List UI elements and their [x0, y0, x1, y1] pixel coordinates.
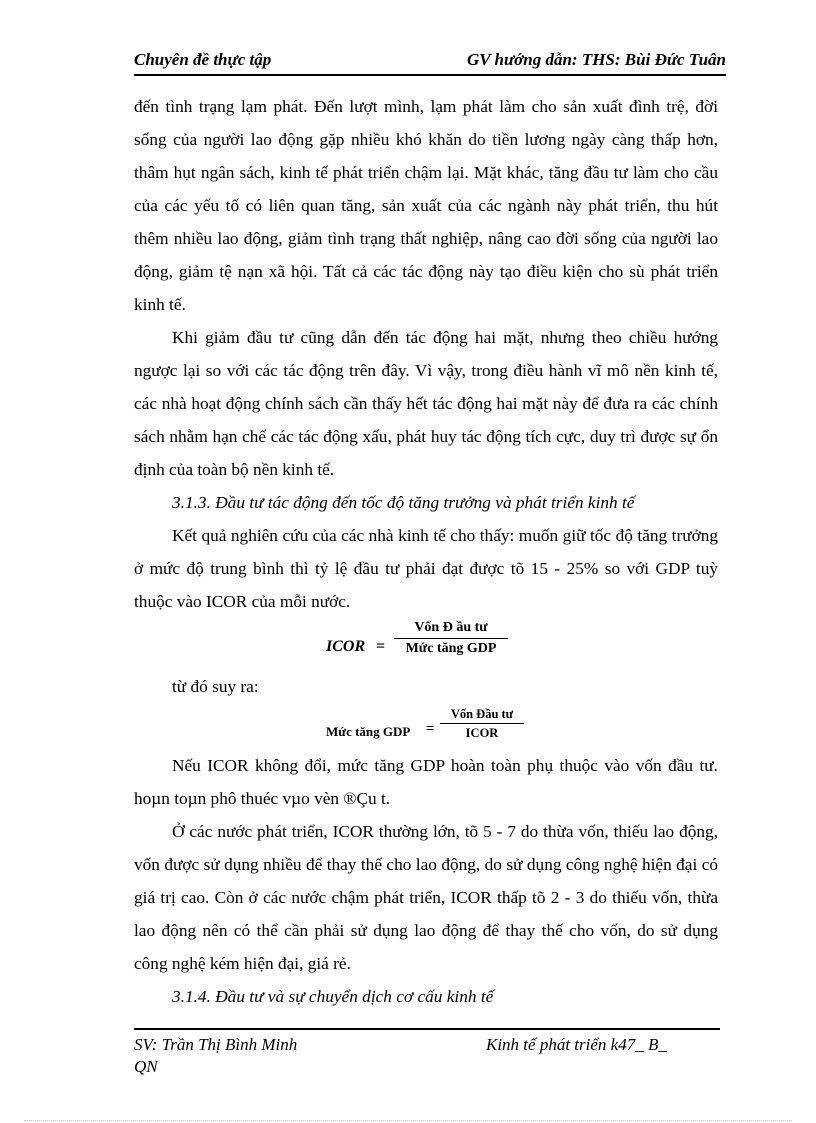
header-right-advisor: GV hướng dẫn: THS: Bùi Đức Tuân: [466, 50, 726, 69]
formula-icor-denominator: Mức tăng GDP: [405, 641, 497, 656]
body-text: [134, 90, 718, 1013]
section-heading-3-1-3: 3.1.3. Đầu tư tác động đến tốc độ tăng trưởng và phát triển kinh tế: [172, 493, 635, 512]
formula-gdp-fraction: [440, 705, 524, 742]
paragraph-developed-countries: Ở các nước phát triển, ICOR thường lớn, tõ 5 - 7 do thừa vốn, thiếu lao động, vốn được sử dụng nhiều để thay thế cho lao động, do sử dụng công nghệ hiện đại có giá trị cao. Còn ở các nước chậm phát triển, ICOR thấp tõ 2 - 3 do thiếu vốn, thừa lao động nên có thể cần phải sử dụng lao động để thay thế cho vốn, do sử dụng công nghệ kém hiện đại, giá rẻ.: [134, 822, 718, 973]
paragraph-derive: từ đó suy ra:: [172, 677, 259, 696]
formula-icor-fraction: [394, 618, 508, 659]
paragraph-investment-reduction: Khi giảm đầu tư cũng dẫn đến tác động hai mặt, nhưng theo chiều hướng ngược lại so với các tác động trên đây. Vì vậy, trong điều hành vĩ mô nền kinh tế, các nhà hoạt động chính sách cần thấy hết tác động hai mặt này để đưa ra các chính sách nhằm hạn chế các tác động xấu, phát huy tác động tích cực, duy trì được sự ổn định của toàn bộ nền kinh tế.: [134, 328, 718, 479]
footer-divider: [134, 1028, 720, 1030]
footer-class: Kinh tế phát triển k47_ B_: [486, 1035, 667, 1054]
header-left-title: Chuyên đề thực tập: [134, 50, 272, 69]
formula-gdp-denominator: ICOR: [465, 726, 499, 740]
paragraph-icor-constant: Nếu ICOR không đổi, mức tăng GDP hoàn toàn phụ thuộc vào vốn đầu tư. hoµn toµn phô thuéc vµo vèn ®Çu t.: [134, 756, 718, 808]
formula-icor-lhs: ICOR: [326, 638, 366, 655]
formula-gdp-numerator: Vốn Đầu tư: [440, 705, 524, 724]
page-bottom-rule: [24, 1120, 792, 1121]
formula-gdp-growth: [134, 703, 718, 749]
paragraph-research-result: Kết quả nghiên cứu của các nhà kinh tế cho thấy: muốn giữ tốc độ tăng trưởng ở mức độ trung bình thì tỷ lệ đầu tư phải đạt được tõ 15 - 25% so với GDP tuỳ thuộc vào ICOR của mỗi nước.: [134, 526, 718, 611]
formula-icor-numerator: Vốn Đ ầu tư: [394, 618, 508, 639]
page-header: [134, 48, 726, 76]
formula-gdp-lhs: Mức tăng GDP: [326, 724, 411, 739]
formula-gdp-equals: =: [426, 721, 435, 737]
formula-icor: [134, 618, 718, 670]
footer-student-name-cont: QN: [134, 1057, 158, 1076]
footer-student-name: SV: Trần Thị Bình Minh: [134, 1035, 298, 1054]
section-heading-3-1-4: 3.1.4. Đầu tư và sự chuyển dịch cơ cấu kinh tế: [172, 987, 494, 1006]
paragraph-continuation: đến tình trạng lạm phát. Đến lượt mình, lạm phát làm cho sản xuất đình trệ, đời sống của người lao động gặp nhiều khó khăn do tiền lương ngày càng thấp hơn, thâm hụt ngân sách, kinh tế phát triển chậm lại. Mặt khác, tăng đầu tư làm cho cầu của các yếu tố có liên quan tăng, sản xuất của các ngành này phát triển, thu hút thêm nhiều lao động, giảm tình trạng thất nghiệp, nâng cao đời sống của người lao động, giảm tệ nạn xã hội. Tất cả các tác động này tạo điều kiện cho sù phát triển kinh tế.: [134, 97, 718, 314]
formula-icor-equals: =: [376, 638, 386, 655]
